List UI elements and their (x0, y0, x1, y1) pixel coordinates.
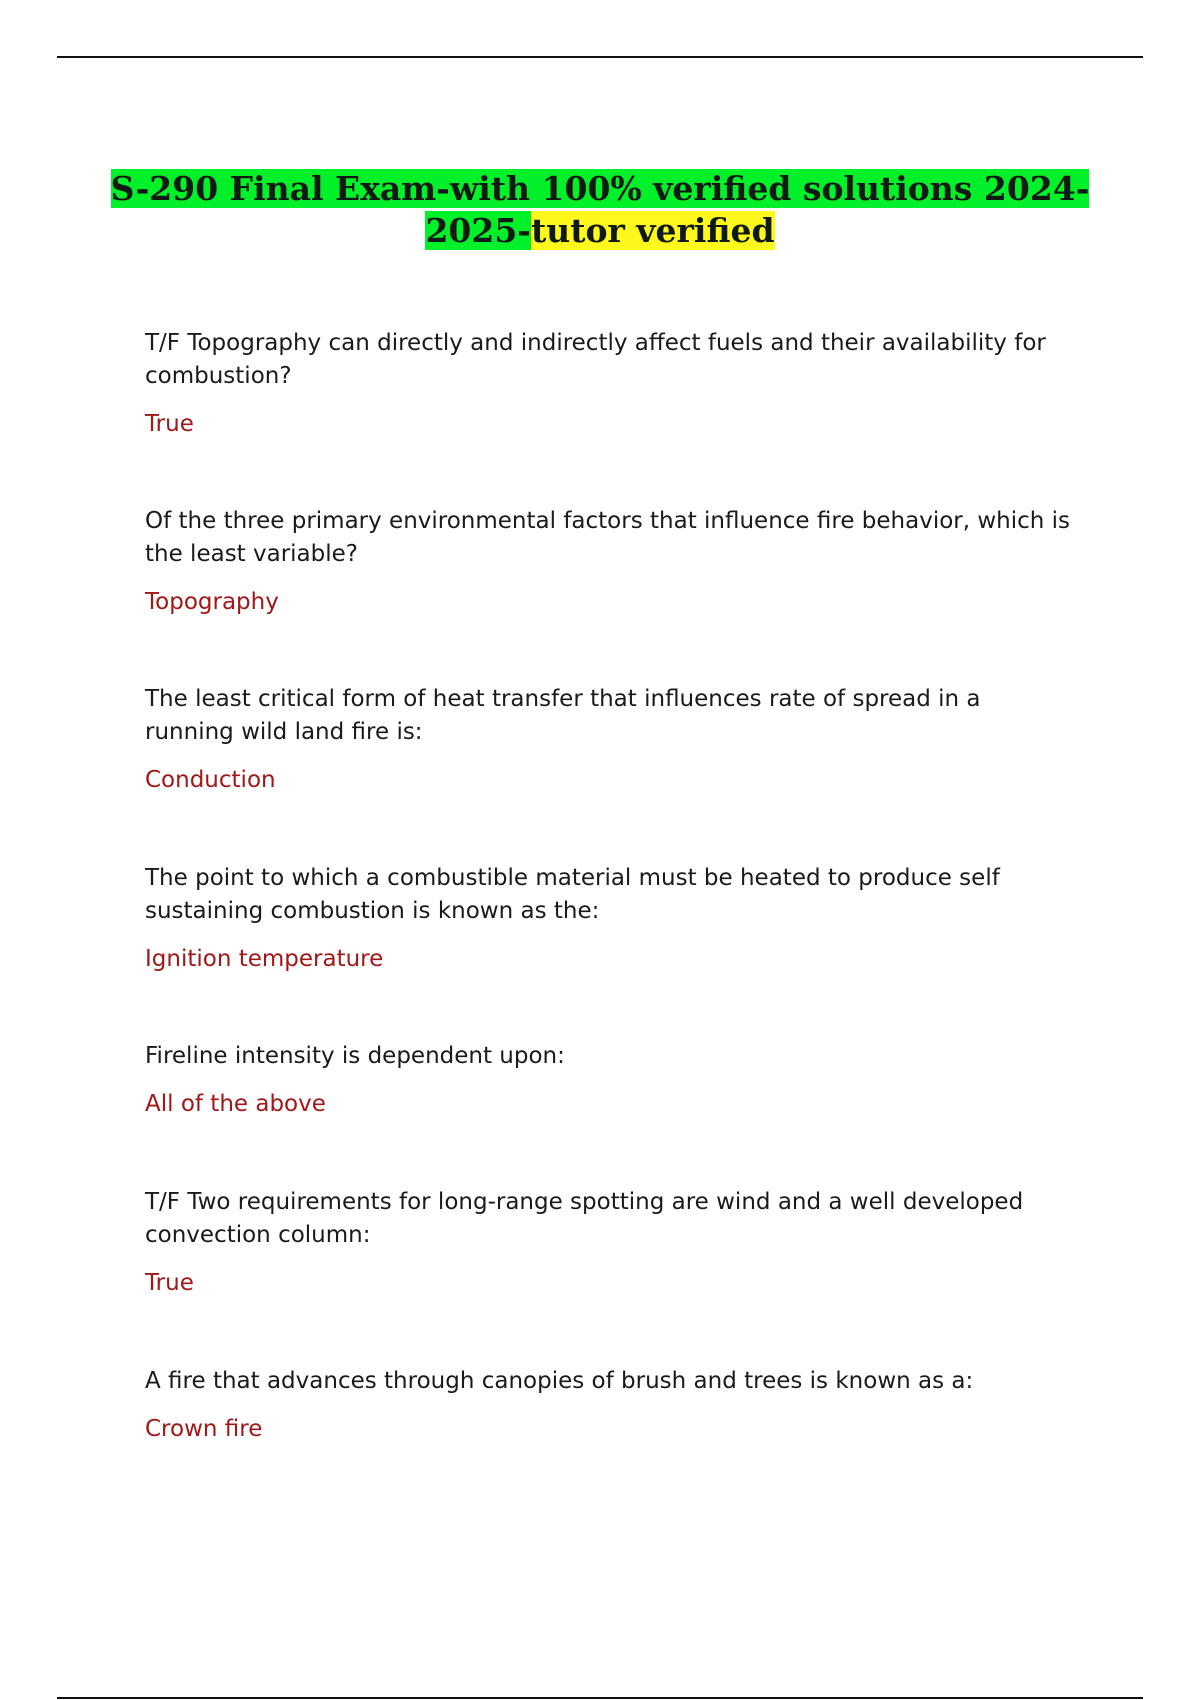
title-highlight-green-year: 2025- (425, 211, 531, 251)
answer-text: Crown fire (145, 1416, 263, 1442)
qa-item (145, 1365, 1075, 1446)
answer-text: Conduction (145, 767, 276, 793)
answer-text: Ignition temperature (145, 946, 384, 972)
qa-item (145, 327, 1075, 441)
question-text: T/F Two requirements for long-range spotting are wind and a well developed convection column: (145, 1189, 1024, 1248)
question-text: A fire that advances through canopies of brush and trees is known as a: (145, 1368, 974, 1394)
title-highlight-green: S-290 Final Exam-with 100% verified solutions 2024- (110, 169, 1090, 209)
qa-item (145, 505, 1075, 619)
question-text: The least critical form of heat transfer that influences rate of spread in a running wild land fire is: (145, 686, 981, 745)
footer-rule (57, 1697, 1143, 1699)
qa-item (145, 1186, 1075, 1300)
document-title (100, 168, 1100, 252)
answer-text: True (145, 1270, 194, 1296)
answer-text: True (145, 411, 194, 437)
title-highlight-yellow: tutor verified (531, 211, 775, 251)
question-text: T/F Topography can directly and indirectly affect fuels and their availability for combustion? (145, 330, 1046, 389)
question-text: Fireline intensity is dependent upon: (145, 1043, 565, 1069)
qa-item (145, 1040, 1075, 1121)
answer-text: All of the above (145, 1091, 326, 1117)
question-text: The point to which a combustible material must be heated to produce self sustaining combustion is known as the: (145, 865, 1000, 924)
question-text: Of the three primary environmental factors that influence fire behavior, which is the least variable? (145, 508, 1071, 567)
header-rule (57, 56, 1143, 58)
qa-item (145, 683, 1075, 797)
qa-item (145, 862, 1075, 976)
answer-text: Topography (145, 589, 279, 615)
